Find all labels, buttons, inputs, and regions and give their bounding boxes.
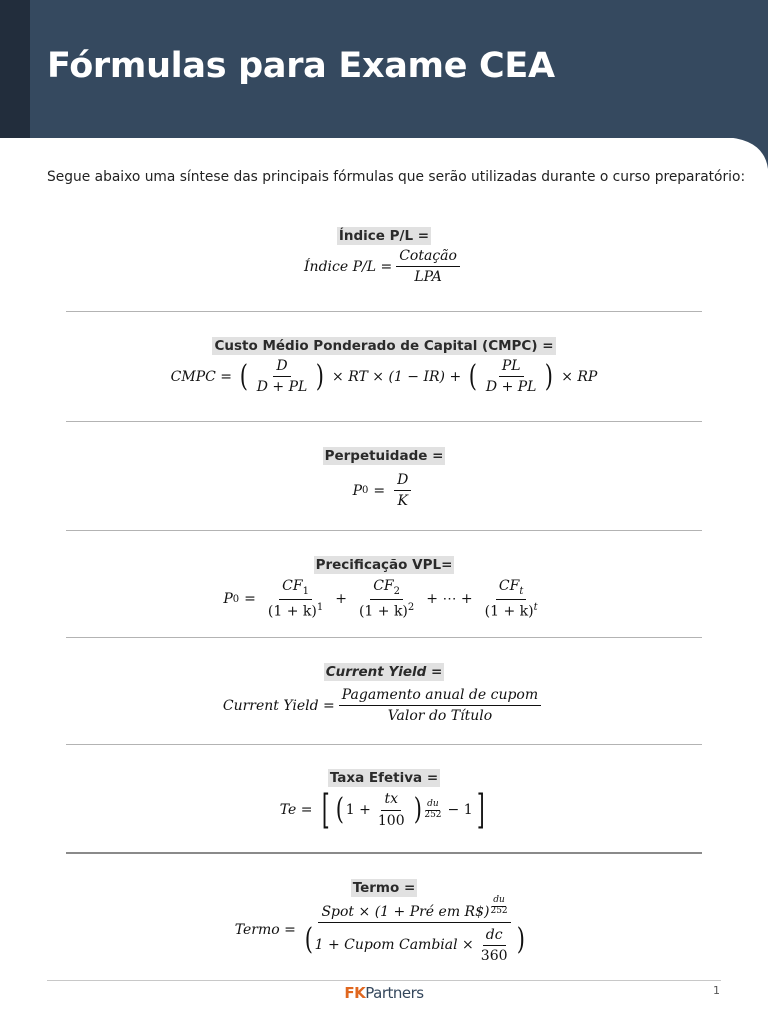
intro-text: Segue abaixo uma síntese das principais fórmulas que serão utilizadas durante o curso preparatório: — [47, 169, 746, 185]
divider — [66, 311, 702, 312]
section-heading-taxa-efetiva: Taxa Efetiva = — [329, 770, 439, 786]
divider — [66, 744, 702, 745]
formula-termo: Termo = Spot × (1 + Pré em R$) $\frac{du}{252}$ ( 1 + Cupom Cambial × $\frac{dc}{360}$ ) — [234, 895, 525, 964]
formula-vpl: P 0 = $\frac{CF_1}{(1 + k)^1}$ + $\frac{CF_2}{(1 + k)^2}$ + ⋯ + $\frac{CF_t}{(1 + k)^t}$ — [223, 578, 538, 620]
header-accent-bar — [0, 0, 30, 138]
divider — [66, 530, 702, 531]
section-heading-pl: Índice P/L = — [338, 228, 430, 244]
formula-taxa-efetiva: Te = [ ( 1 + $\frac{tx}{100}$ ) du 252 − 1 ] — [279, 787, 485, 833]
divider — [66, 852, 702, 854]
section-heading-perpetuidade: Perpetuidade = — [324, 448, 444, 464]
fk-partners-logo: FKPartners — [344, 984, 424, 1002]
section-heading-termo: Termo = — [352, 880, 416, 896]
divider — [66, 637, 702, 638]
page-title: Fórmulas para Exame CEA — [47, 46, 555, 86]
footer-divider — [47, 980, 721, 981]
formula-current-yield: Current Yield = $\frac{\text{Pagamento anual de cupom}}{\text{Valor do Título}}$ — [0, 687, 768, 724]
section-heading-current-yield: Current Yield = — [325, 664, 443, 680]
divider — [66, 421, 702, 422]
section-heading-cmpc: Custo Médio Ponderado de Capital (CMPC) = — [214, 338, 554, 354]
formula-pl: Índice P/L = $\frac{\text{Cotação}}{\text{LPA}}$ — [0, 248, 768, 285]
page-number: 1 — [713, 984, 720, 997]
formula-cmpc: CMPC = ( $\frac{D}{D + PL}$ ) × RT × (1 − IR) + ( $\frac{PL}{D + PL}$ ) × RP — [170, 358, 598, 396]
section-heading-vpl: Precificação VPL= — [315, 557, 453, 573]
formula-perpetuidade: P 0 = $\frac{D}{K}$ — [0, 472, 768, 509]
